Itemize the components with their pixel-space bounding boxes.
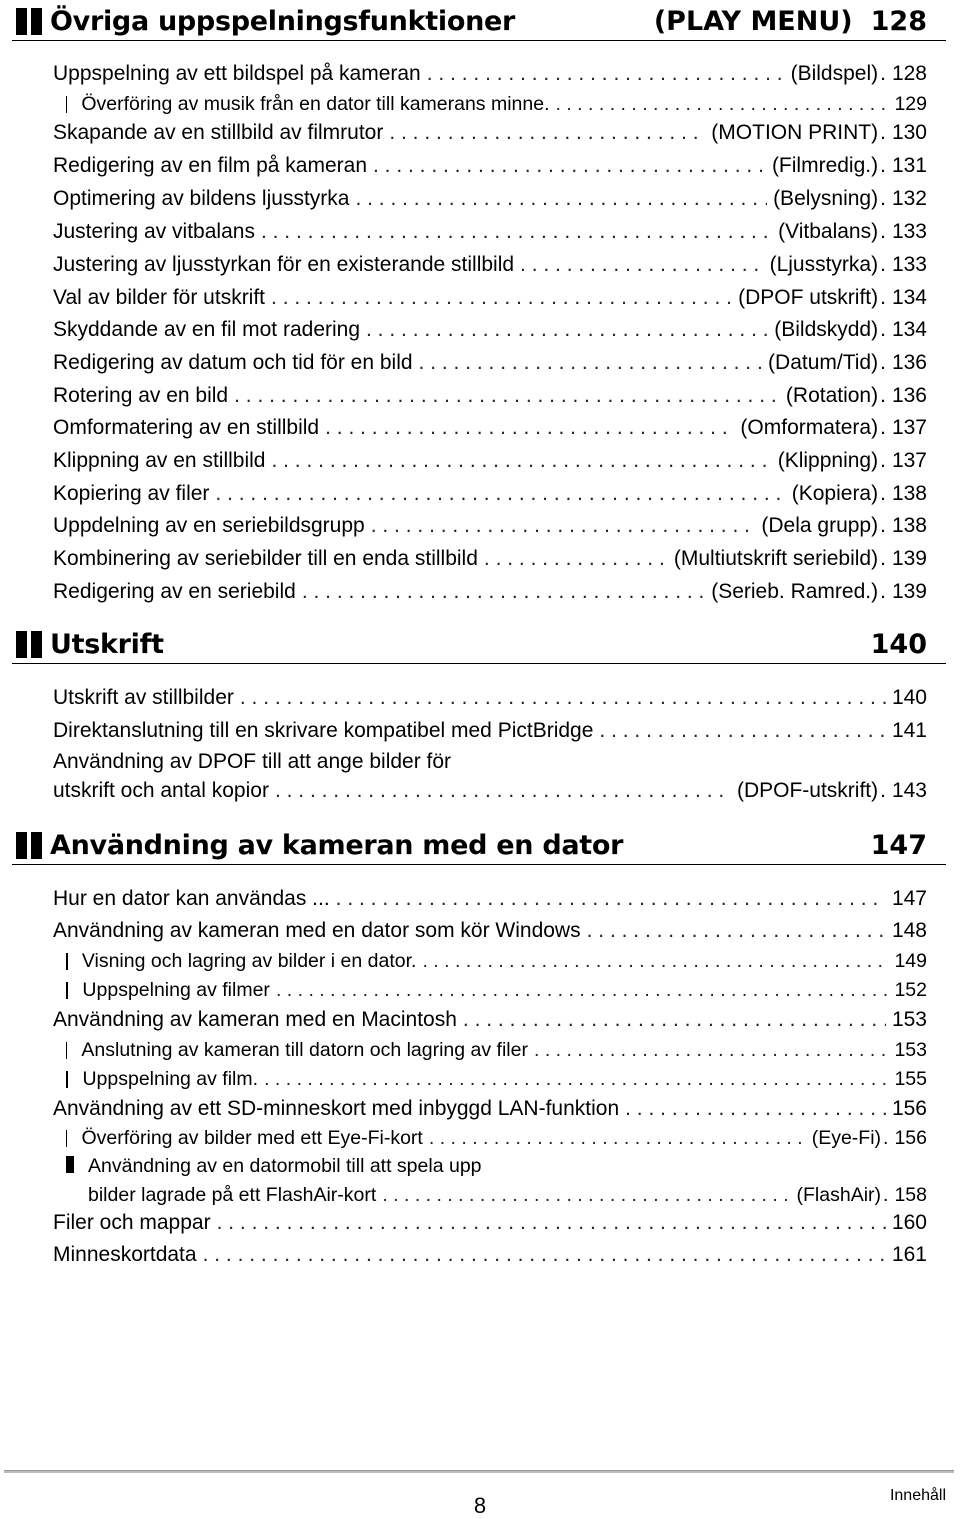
toc-entry[interactable]	[53, 284, 927, 312]
entry-page: 152	[894, 979, 927, 1001]
entry-page: 139	[891, 547, 927, 570]
entry-text: Användning av ett SD-minneskort med inbyggd LAN-funktion	[53, 1097, 620, 1120]
entry-page: 137	[891, 416, 927, 439]
entry-page: 134	[891, 318, 927, 341]
entry-reference: (DPOF utskrift)	[738, 286, 879, 309]
toc-entry[interactable]	[53, 251, 927, 279]
entry-page: 143	[891, 779, 927, 802]
entry-text: Kombinering av seriebilder till en enda stillbild	[53, 547, 478, 570]
entry-text: Minneskortdata	[53, 1243, 197, 1266]
entry-text: Hur en dator kan användas ...	[53, 887, 330, 910]
toc-entry[interactable]	[53, 1095, 927, 1123]
section-marker-icon	[16, 8, 42, 35]
dot-leader	[599, 717, 886, 745]
reference-separator: .	[880, 286, 886, 309]
entry-reference: (Omformatera)	[740, 416, 879, 439]
dot-leader	[625, 1095, 886, 1123]
footer-contents-link[interactable]: Innehåll	[889, 1487, 946, 1504]
toc-subentry[interactable]	[66, 1065, 927, 1093]
toc-entry[interactable]	[53, 578, 927, 606]
toc-entry[interactable]	[53, 746, 927, 806]
entry-page: 128	[891, 62, 927, 85]
entry-reference: (Datum/Tid)	[768, 351, 879, 374]
entry-text: Användning av DPOF till att ange bilder för	[53, 750, 452, 773]
toc-subentry[interactable]	[66, 1124, 927, 1152]
dot-leader	[422, 947, 888, 975]
section-page: 147	[870, 829, 927, 861]
entry-text: Rotering av en bild	[53, 384, 229, 407]
dot-leader	[373, 152, 766, 180]
entry-page: 138	[891, 514, 927, 537]
entry-text: Uppspelning av filmer	[82, 979, 270, 1001]
toc-entry[interactable]	[53, 1006, 927, 1034]
dot-leader	[484, 545, 668, 573]
entry-reference: (Multiutskrift seriebild)	[673, 547, 879, 570]
entry-reference: (MOTION PRINT)	[711, 121, 879, 144]
entry-text: Användning av kameran med en dator som kör Windows	[53, 919, 581, 942]
entry-text: Användning av en datormobil till att spela upp	[88, 1155, 482, 1177]
entry-page: 133	[891, 220, 927, 243]
toc-entry[interactable]	[53, 60, 927, 88]
entry-page: 137	[891, 449, 927, 472]
dot-leader	[240, 684, 886, 712]
toc-entry[interactable]	[53, 447, 927, 475]
toc-entry[interactable]	[53, 684, 927, 712]
reference-separator: .	[880, 580, 886, 603]
page-number: 8	[473, 1493, 487, 1518]
entry-reference: (Belysning)	[773, 187, 879, 210]
toc-entry[interactable]	[53, 218, 927, 246]
reference-separator: .	[883, 1184, 889, 1206]
dot-leader	[203, 1241, 886, 1269]
section-header	[12, 826, 946, 865]
toc-subentry[interactable]	[66, 90, 927, 118]
toc-entry[interactable]	[53, 414, 927, 442]
entry-page: 156	[894, 1127, 927, 1149]
entry-text: Kopiering av filer	[53, 482, 210, 505]
entry-page: 130	[891, 121, 927, 144]
entry-page: 139	[891, 580, 927, 603]
dot-leader	[215, 480, 785, 508]
entry-page: 161	[891, 1243, 927, 1266]
entry-text: Justering av ljusstyrkan för en existerande stillbild	[53, 253, 515, 276]
entry-page: 153	[891, 1008, 927, 1031]
entry-text: Användning av kameran med en Macintosh	[53, 1008, 457, 1031]
dot-leader	[429, 1124, 806, 1152]
entry-text: Uppdelning av en seriebildsgrupp	[53, 514, 365, 537]
dot-leader	[419, 349, 762, 377]
dot-leader	[275, 776, 731, 806]
entry-reference: (Vitbalans)	[778, 220, 879, 243]
section-suffix: (PLAY MENU)	[653, 5, 853, 37]
entry-reference: (Klippning)	[777, 449, 879, 472]
dot-leader	[587, 917, 886, 945]
section-marker-icon	[16, 832, 42, 859]
dot-leader	[366, 316, 768, 344]
reference-separator: .	[880, 187, 886, 210]
entry-page: 136	[891, 351, 927, 374]
entry-page: 131	[891, 154, 927, 177]
dot-leader	[302, 578, 705, 606]
reference-separator: .	[880, 318, 886, 341]
entry-page: 148	[891, 919, 927, 942]
dot-leader	[463, 1006, 886, 1034]
entry-text: Redigering av en seriebild	[53, 580, 296, 603]
toc-entry[interactable]	[53, 316, 927, 344]
entry-text: Filer och mappar	[53, 1211, 211, 1234]
entry-reference: (Bildspel)	[790, 62, 879, 85]
toc-entry[interactable]	[53, 1209, 927, 1237]
bullet-icon	[66, 953, 68, 970]
toc-entry[interactable]	[53, 1241, 927, 1269]
section-header	[12, 2, 946, 41]
bullet-icon	[66, 1042, 67, 1059]
toc-entry[interactable]	[53, 382, 927, 410]
dot-leader	[371, 512, 756, 540]
reference-separator: .	[880, 779, 886, 802]
toc-subentry[interactable]	[66, 1150, 927, 1210]
entry-reference: (Rotation)	[785, 384, 879, 407]
dot-leader	[534, 1036, 888, 1064]
entry-page: 132	[891, 187, 927, 210]
entry-text: Skapande av en stillbild av filmrutor	[53, 121, 384, 144]
entry-page: 155	[894, 1068, 927, 1090]
reference-separator: .	[880, 482, 886, 505]
toc-entry[interactable]	[53, 917, 927, 945]
section-page: 140	[870, 628, 927, 660]
reference-separator: .	[880, 154, 886, 177]
toc-subentry[interactable]	[66, 1036, 927, 1064]
entry-text: Skyddande av en fil mot radering	[53, 318, 361, 341]
toc-entry[interactable]	[53, 717, 927, 745]
toc-entry[interactable]	[53, 349, 927, 377]
dot-leader	[271, 284, 732, 312]
entry-text: Redigering av datum och tid för en bild	[53, 351, 413, 374]
entry-text: Visning och lagring av bilder i en dator.	[81, 950, 417, 972]
entry-text: Uppspelning av film.	[82, 1068, 259, 1090]
entry-text: Direktanslutning till en skrivare kompatibel med PictBridge	[53, 719, 594, 742]
entry-page: 141	[891, 719, 927, 742]
toc-entry[interactable]	[53, 545, 927, 573]
entry-page: 156	[891, 1097, 927, 1120]
reference-separator: .	[880, 547, 886, 570]
entry-page: 134	[891, 286, 927, 309]
dot-leader	[389, 119, 705, 147]
dot-leader	[382, 1180, 790, 1210]
section-page: 128	[870, 5, 927, 37]
section-title[interactable]: Användning av kameran med en dator	[50, 829, 624, 861]
entry-reference: (Serieb. Ramred.)	[711, 580, 879, 603]
entry-text: utskrift och antal kopior	[53, 779, 269, 802]
entry-text: Omformatering av en stillbild	[53, 416, 320, 439]
dot-leader	[271, 447, 771, 475]
entry-text: Utskrift av stillbilder	[53, 686, 234, 709]
dot-leader	[217, 1209, 886, 1237]
dot-leader	[556, 90, 889, 118]
section-marker-icon	[16, 631, 42, 658]
entry-page: 133	[891, 253, 927, 276]
section-title[interactable]: Utskrift	[50, 628, 164, 660]
entry-text: Redigering av en film på kameran	[53, 154, 367, 177]
dot-leader	[325, 414, 734, 442]
entry-reference: (FlashAir)	[796, 1184, 882, 1206]
entry-reference: (Kopiera)	[791, 482, 879, 505]
entry-text: Val av bilder för utskrift	[53, 286, 266, 309]
toc-subentry[interactable]	[66, 976, 927, 1004]
entry-text: Klippning av en stillbild	[53, 449, 266, 472]
bullet-icon	[66, 96, 67, 113]
entry-page: 158	[894, 1184, 927, 1206]
toc-entry[interactable]	[53, 480, 927, 508]
entry-reference: (Eye-Fi)	[811, 1127, 882, 1149]
dot-leader	[234, 382, 780, 410]
reference-separator: .	[880, 62, 886, 85]
entry-text: Anslutning av kameran till datorn och lagring av filer	[81, 1039, 528, 1061]
dot-leader	[520, 251, 764, 279]
reference-separator: .	[883, 1127, 889, 1149]
dot-leader	[276, 976, 889, 1004]
reference-separator: .	[880, 449, 886, 472]
section-title[interactable]: Övriga uppspelningsfunktioner	[50, 5, 516, 37]
toc-entry[interactable]	[53, 885, 927, 913]
entry-page: 149	[894, 950, 927, 972]
dot-leader	[261, 218, 772, 246]
bullet-icon	[66, 1156, 74, 1173]
entry-page: 140	[891, 686, 927, 709]
entry-reference: (DPOF-utskrift)	[736, 779, 879, 802]
entry-text: Överföring av musik från en dator till kamerans minne.	[81, 93, 550, 115]
entry-reference: (Ljusstyrka)	[769, 253, 879, 276]
toc-entry[interactable]	[53, 185, 927, 213]
reference-separator: .	[880, 416, 886, 439]
entry-page: 160	[891, 1211, 927, 1234]
entry-reference: (Bildskydd)	[774, 318, 879, 341]
entry-reference: (Filmredig.)	[771, 154, 879, 177]
bullet-icon	[66, 982, 68, 999]
bullet-icon	[66, 1071, 68, 1088]
entry-page: 136	[891, 384, 927, 407]
reference-separator: .	[880, 253, 886, 276]
footer-divider	[4, 1470, 954, 1473]
entry-page: 129	[894, 93, 927, 115]
toc-entry[interactable]	[53, 512, 927, 540]
entry-text: bilder lagrade på ett FlashAir-kort	[88, 1184, 377, 1206]
entry-text: Uppspelning av ett bildspel på kameran	[53, 62, 421, 85]
entry-text: Överföring av bilder med ett Eye-Fi-kort	[81, 1127, 423, 1149]
dot-leader	[427, 60, 785, 88]
reference-separator: .	[880, 514, 886, 537]
dot-leader	[355, 185, 767, 213]
section-header	[12, 625, 946, 664]
entry-page: 138	[891, 482, 927, 505]
dot-leader	[336, 885, 886, 913]
entry-text: Justering av vitbalans	[53, 220, 255, 243]
reference-separator: .	[880, 121, 886, 144]
entry-page: 147	[891, 887, 927, 910]
entry-reference: (Dela grupp)	[761, 514, 879, 537]
entry-text: Optimering av bildens ljusstyrka	[53, 187, 350, 210]
toc-entry[interactable]	[53, 119, 927, 147]
toc-subentry[interactable]	[66, 947, 927, 975]
reference-separator: .	[880, 384, 886, 407]
entry-page: 153	[894, 1039, 927, 1061]
dot-leader	[264, 1065, 888, 1093]
reference-separator: .	[880, 351, 886, 374]
toc-entry[interactable]	[53, 152, 927, 180]
reference-separator: .	[880, 220, 886, 243]
bullet-icon	[66, 1130, 67, 1147]
